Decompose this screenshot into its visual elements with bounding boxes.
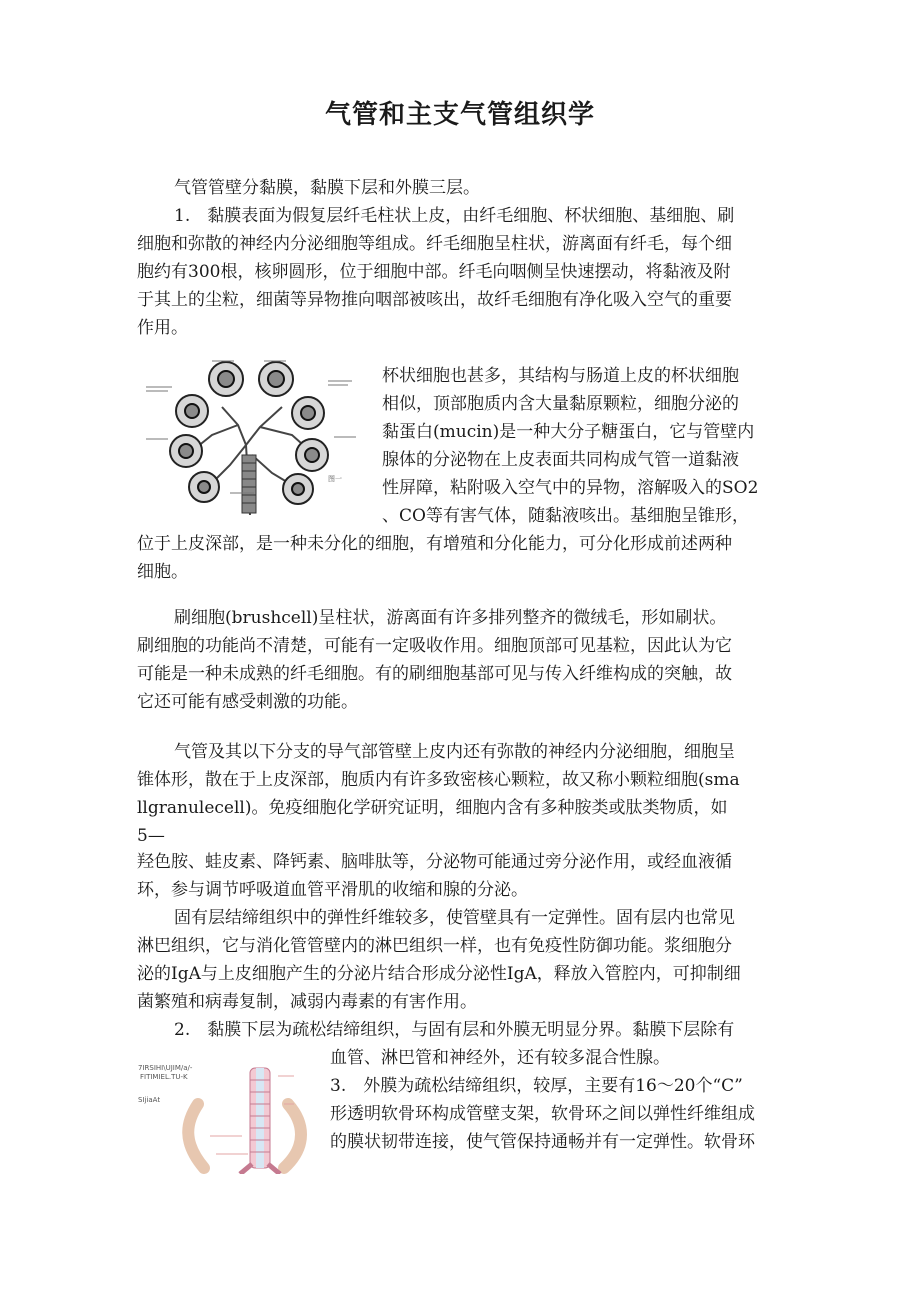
paragraph-line: 位于上皮深部，是一种未分化的细胞，有增殖和分化能力，可分化形成前述两种	[137, 534, 732, 554]
trachea-figure	[138, 1062, 322, 1174]
paragraph-line: 黏蛋白(mucin)是一种大分子糖蛋白，它与管壁内	[382, 422, 755, 442]
paragraph-line: 可能是一种未成熟的纤毛细胞。有的刷细胞基部可见与传入纤维构成的突触，故	[137, 664, 732, 684]
paragraph-line: 血管、淋巴管和神经外，还有较多混合性腺。	[330, 1048, 670, 1068]
paragraph-line: 形透明软骨环构成管壁支架，软骨环之间以弹性纤维组成	[330, 1104, 755, 1124]
paragraph-line: 锥体形，散在于上皮深部，胞质内有许多致密核心颗粒，故又称小颗粒细胞(sma	[137, 770, 740, 790]
paragraph-line: 刷细胞的功能尚不清楚，可能有一定吸收作用。细胞顶部可见基粒，因此认为它	[137, 636, 732, 656]
paragraph-line: 相似，顶部胞质内含大量黏原颗粒，细胞分泌的	[382, 394, 739, 414]
figure-header-line: SIjiaAt	[138, 1096, 161, 1104]
paragraph-line: 1. 黏膜表面为假复层纤毛柱状上皮，由纤毛细胞、杯状细胞、基细胞、刷	[174, 206, 735, 226]
paragraph-line: llgranulecell)。免疫细胞化学研究证明，细胞内含有多种胺类或肽类物质，如	[137, 798, 728, 818]
paragraph-line: 的膜状韧带连接，使气管保持通畅并有一定弹性。软骨环	[330, 1132, 755, 1152]
paragraph-line: 环，参与调节呼吸道血管平滑肌的收缩和腺的分泌。	[137, 880, 528, 900]
paragraph-line: 、CO等有害气体，随黏液咳出。基细胞呈锥形，	[382, 506, 749, 526]
paragraph-line: 于其上的尘粒，细菌等异物推向咽部被咳出，故纤毛细胞有净化吸入空气的重要	[137, 290, 732, 310]
paragraph-line: 细胞。	[137, 562, 188, 582]
paragraph-line: 它还可能有感受刺激的功能。	[137, 692, 358, 712]
paragraph-line: 腺体的分泌物在上皮表面共同构成气管一道黏液	[382, 450, 739, 470]
paragraph-line: 气管管壁分黏膜，黏膜下层和外膜三层。	[174, 178, 480, 198]
paragraph-line: 羟色胺、蛙皮素、降钙素、脑啡肽等，分泌物可能通过旁分泌作用，或经血液循	[137, 852, 732, 872]
figure-header-line: FITIMIEL.TU-K	[140, 1073, 188, 1081]
paragraph-line: 2. 黏膜下层为疏松结缔组织，与固有层和外膜无明显分界。黏膜下层除有	[174, 1020, 735, 1040]
paragraph-line: 气管及其以下分支的导气部管壁上皮内还有弥散的神经内分泌细胞，细胞呈	[174, 742, 735, 762]
paragraph-line: 泌的IgA与上皮细胞产生的分泌片结合形成分泌性IgA，释放入管腔内，可抑制细	[137, 964, 741, 984]
figure-header-line: 7IRSIHI\UJIM/a/-	[138, 1064, 193, 1072]
paragraph-line: 杯状细胞也甚多，其结构与肠道上皮的杯状细胞	[382, 366, 739, 386]
paragraph-line: 5—	[137, 826, 165, 846]
paragraph-line: 性屏障，粘附吸入空气中的异物，溶解吸入的SO2	[382, 478, 759, 498]
page-title: 气管和主支气管组织学	[324, 100, 595, 130]
bronchial-tree-figure	[142, 355, 364, 517]
paragraph-line: 细胞和弥散的神经内分泌细胞等组成。纤毛细胞呈柱状，游离面有纤毛，每个细	[137, 234, 732, 254]
paragraph-line: 固有层结缔组织中的弹性纤维较多，使管壁具有一定弹性。固有层内也常见	[174, 908, 735, 928]
paragraph-line: 胞约有300根，核卵圆形，位于细胞中部。纤毛向咽侧呈快速摆动，将黏液及附	[137, 262, 731, 282]
paragraph-line: 刷细胞(brushcell)呈柱状，游离面有许多排列整齐的微绒毛，形如刷状。	[174, 608, 727, 628]
paragraph-line: 淋巴组织，它与消化管管壁内的淋巴组织一样，也有免疫性防御功能。浆细胞分	[137, 936, 732, 956]
paragraph-line: 作用。	[137, 318, 188, 338]
paragraph-line: 3. 外膜为疏松结缔组织，较厚，主要有16～20个“C”	[330, 1076, 743, 1096]
paragraph-line: 菌繁殖和病毒复制，减弱内毒素的有害作用。	[137, 992, 477, 1012]
figure-caption: 图一	[328, 475, 342, 483]
